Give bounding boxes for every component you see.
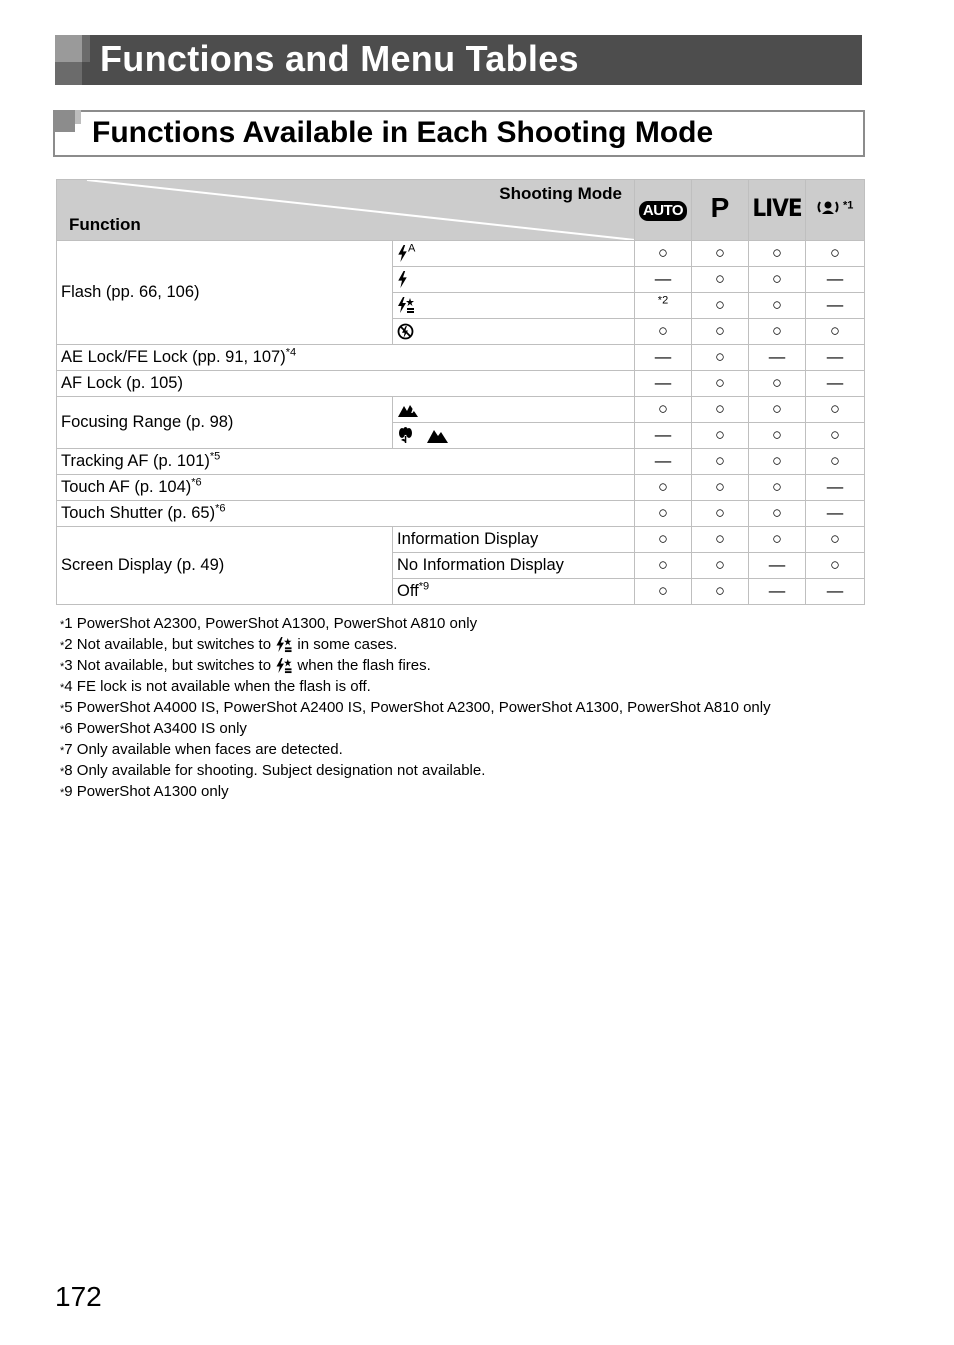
table-corner-header — [57, 180, 635, 241]
ae-lock-label — [57, 345, 635, 371]
flash-option — [393, 241, 635, 267]
footnote-text: 5 PowerShot A4000 IS, PowerShot A2400 IS, PowerShot A2300, PowerShot A1300, PowerShot A810 only — [64, 699, 771, 716]
cell-value: ○ — [635, 475, 692, 501]
mode-header-face — [806, 180, 865, 241]
cell-value: ○ — [749, 449, 806, 475]
page-title: Functions and Menu Tables — [100, 38, 579, 79]
footnote — [60, 614, 771, 635]
cell-value: ○ — [749, 319, 806, 345]
chapter-header — [55, 35, 862, 85]
cell-value: ○ — [692, 267, 749, 293]
cell-value: ○ — [749, 423, 806, 449]
cell-value: — — [635, 267, 692, 293]
table-row — [57, 475, 865, 501]
header-decoration — [75, 110, 81, 124]
footnote-mark: *6 — [215, 502, 226, 515]
row-label: AE Lock/FE Lock (pp. 91, 107) — [61, 348, 286, 366]
header-decoration — [55, 62, 82, 85]
mode-footnote-mark: *1 — [843, 199, 854, 211]
cell-value: ○ — [635, 501, 692, 527]
focus-option — [393, 423, 635, 449]
cell-value: ○ — [749, 475, 806, 501]
screen-option — [393, 579, 635, 605]
auto-range-icon — [397, 401, 419, 418]
footnote — [60, 698, 771, 719]
cell-value: — — [635, 423, 692, 449]
screen-display-label: Screen Display (p. 49) — [57, 527, 393, 605]
function-header: Function — [69, 215, 141, 234]
footnote-mark: * — [60, 619, 65, 631]
footnote-mark: * — [60, 661, 65, 673]
header-decoration — [55, 35, 82, 62]
cell-value: ○ — [749, 397, 806, 423]
table-row — [57, 241, 865, 267]
cell-value: ○ — [749, 371, 806, 397]
flash-on-icon — [397, 271, 408, 288]
cell-value: — — [635, 345, 692, 371]
footnote-text: 8 Only available for shooting. Subject designation not available. — [64, 762, 486, 779]
mode-header-p — [692, 180, 749, 241]
cell-value: ○ — [692, 501, 749, 527]
af-lock-label: AF Lock (p. 105) — [57, 371, 635, 397]
table-row — [57, 449, 865, 475]
mode-header-live — [749, 180, 806, 241]
table-row — [57, 397, 865, 423]
row-label: Touch AF (p. 104) — [61, 478, 192, 496]
auto-mode-icon: AUTO — [639, 201, 687, 221]
cell-value: — — [806, 345, 865, 371]
cell-value: — — [806, 579, 865, 605]
cell-value: ○ — [749, 267, 806, 293]
cell-value: ○ — [806, 553, 865, 579]
footnote — [60, 761, 771, 782]
footnote-mark: *2 — [657, 294, 669, 307]
footnote-mark: * — [60, 766, 65, 778]
cell-value: ○ — [806, 449, 865, 475]
table-row — [57, 527, 865, 553]
footnote-mark: * — [60, 640, 65, 652]
flash-label: Flash (pp. 66, 106) — [57, 241, 393, 345]
screen-option: Information Display — [393, 527, 635, 553]
footnote — [60, 656, 771, 677]
flash-option — [393, 267, 635, 293]
slow-synchro-icon — [397, 297, 415, 314]
footnote-text: when the flash fires. — [297, 657, 431, 674]
cell-value: ○ — [749, 527, 806, 553]
touch-shutter-label — [57, 501, 635, 527]
cell-value: ○ — [692, 449, 749, 475]
footnote — [60, 719, 771, 740]
table-row — [57, 371, 865, 397]
footnote-mark: * — [60, 703, 65, 715]
program-mode-icon: P — [710, 192, 730, 223]
cell-value: — — [806, 293, 865, 319]
cell-value: — — [806, 371, 865, 397]
cell-value: ○ — [806, 397, 865, 423]
footnote — [60, 677, 771, 698]
footnote-mark: *9 — [418, 580, 430, 593]
footnote-mark: * — [60, 682, 65, 694]
row-label: Tracking AF (p. 101) — [61, 452, 210, 470]
footnote — [60, 782, 771, 803]
footnote-text: 3 Not available, but switches to — [64, 657, 272, 674]
cell-value: ○ — [806, 423, 865, 449]
footnote-text: 4 FE lock is not available when the flash is off. — [64, 678, 371, 695]
cell-value: — — [806, 501, 865, 527]
functions-table — [56, 179, 865, 605]
cell-value: — — [749, 345, 806, 371]
cell-value: ○ — [806, 527, 865, 553]
page-number: 172 — [55, 1281, 102, 1312]
cell-value: ○ — [749, 241, 806, 267]
cell-value: ○ — [692, 371, 749, 397]
footnote-mark: * — [60, 724, 65, 736]
cell-value: — — [806, 475, 865, 501]
footnote-mark: *4 — [285, 346, 297, 359]
footnote-mark: * — [60, 745, 65, 757]
shooting-mode-header: Shooting Mode — [499, 184, 622, 203]
cell-value: ○ — [806, 241, 865, 267]
table-header-row — [57, 180, 865, 241]
cell-value: ○ — [692, 527, 749, 553]
cell-value: ○ — [806, 319, 865, 345]
svg-text:A: A — [411, 405, 418, 416]
footnote-mark: *5 — [209, 450, 221, 463]
footnote-mark: * — [60, 787, 65, 799]
cell-value: ○ — [692, 423, 749, 449]
slow-synchro-icon — [275, 637, 293, 653]
header-decoration — [82, 35, 90, 62]
cell-value: ○ — [635, 553, 692, 579]
macro-infinity-icon — [397, 427, 449, 444]
touch-af-label — [57, 475, 635, 501]
section-header — [53, 110, 865, 157]
table-row — [57, 345, 865, 371]
row-label: Touch Shutter (p. 65) — [61, 504, 216, 522]
footnote-text: in some cases. — [297, 636, 398, 653]
cell-value: — — [635, 449, 692, 475]
cell-value: ○ — [635, 397, 692, 423]
cell-value — [635, 293, 692, 319]
cell-value: ○ — [692, 553, 749, 579]
cell-value: — — [749, 579, 806, 605]
cell-value: ○ — [692, 319, 749, 345]
footnote — [60, 740, 771, 761]
cell-value: — — [806, 267, 865, 293]
slow-synchro-icon — [275, 658, 293, 674]
footnote — [60, 635, 771, 656]
live-mode-icon: LIVE — [752, 194, 802, 222]
footnote-mark: *6 — [191, 476, 202, 489]
cell-value: ○ — [692, 293, 749, 319]
footnote-text: 7 Only available when faces are detected. — [64, 741, 343, 758]
footnote-text: 2 Not available, but switches to — [64, 636, 272, 653]
footnote-text: 6 PowerShot A3400 IS only — [64, 720, 247, 737]
face-self-timer-icon — [817, 202, 843, 219]
flash-option — [393, 319, 635, 345]
cell-value: ○ — [692, 345, 749, 371]
focus-option — [393, 397, 635, 423]
tracking-af-label — [57, 449, 635, 475]
flash-option — [393, 293, 635, 319]
flash-auto-icon — [397, 245, 408, 262]
cell-value: ○ — [692, 475, 749, 501]
cell-value: ○ — [749, 293, 806, 319]
cell-value: ○ — [635, 579, 692, 605]
table-row — [57, 501, 865, 527]
cell-value: ○ — [692, 397, 749, 423]
cell-value: — — [749, 553, 806, 579]
cell-value: ○ — [635, 319, 692, 345]
cell-value: ○ — [635, 241, 692, 267]
focusing-range-label: Focusing Range (p. 98) — [57, 397, 393, 449]
section-title: Functions Available in Each Shooting Mode — [92, 116, 714, 149]
cell-value: ○ — [692, 579, 749, 605]
cell-value: ○ — [692, 241, 749, 267]
flash-auto-sup: A — [408, 242, 416, 255]
screen-option: No Information Display — [393, 553, 635, 579]
footnote-text: 9 PowerShot A1300 only — [64, 783, 229, 800]
flash-off-icon — [397, 323, 414, 340]
cell-value: ○ — [635, 527, 692, 553]
option-label: Off — [397, 582, 419, 600]
cell-value: ○ — [749, 501, 806, 527]
header-decoration — [53, 110, 75, 132]
footnotes — [60, 614, 771, 803]
cell-value: — — [635, 371, 692, 397]
footnote-text: 1 PowerShot A2300, PowerShot A1300, PowerShot A810 only — [64, 615, 478, 632]
mode-header-auto — [635, 180, 692, 241]
